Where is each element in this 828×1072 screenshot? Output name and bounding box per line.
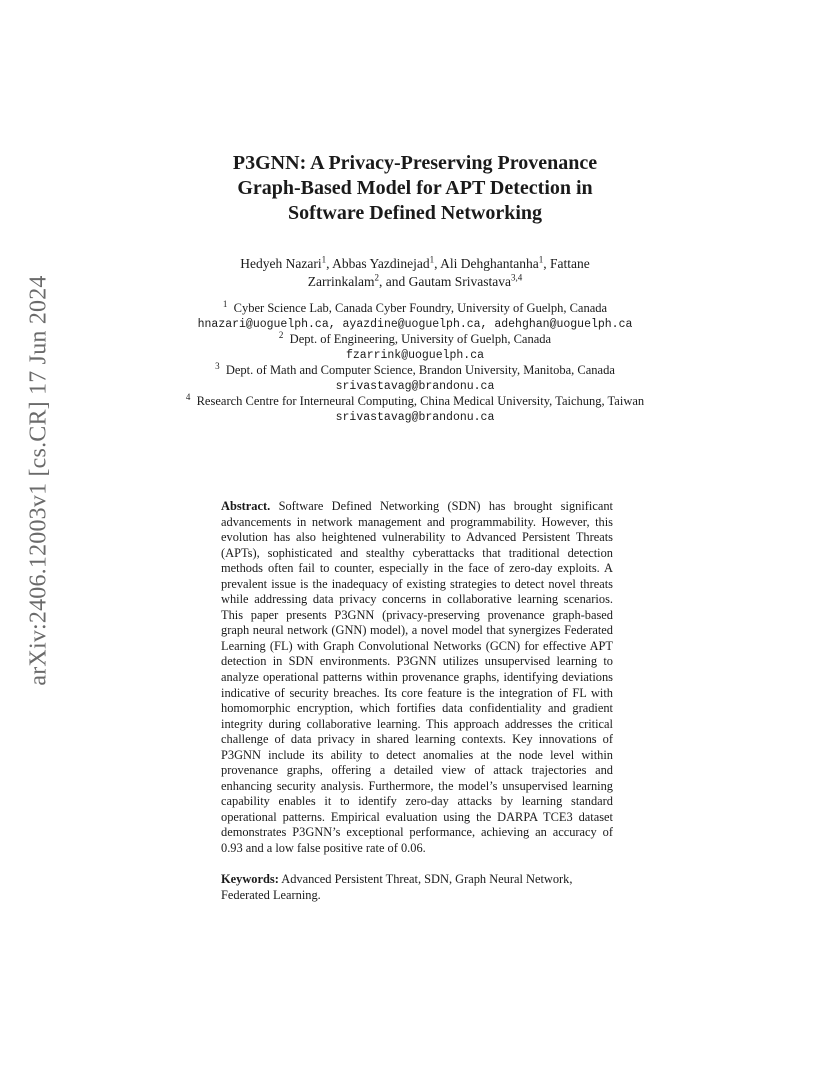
abstract-text: Software Defined Networking (SDN) has brought significant advancements in network management and programmability. However, this evolution has also heightened vulnerability to Advanced Persistent Threats (APTs), sophisticated and stealthy cyberattacks that traditional detection methods often fail to counter, especially in the face of zero-day exploits. A prevalent issue is the inadequacy of existing strategies to detect novel threats while addressing data privacy concerns in collaborative learning scenarios. This paper presents P3GNN (privacy-preserving provenance graph-based graph neural network (GNN) model), a novel model that synergizes Federated Learning (FL) with Graph Convolutional Networks (GCN) for effective APT detection in SDN environments. P3GNN utilizes unsupervised learning to analyze operational patterns within provenance graphs, identifying deviations indicative of security breaches. Its core feature is the integration of FL with homomorphic encryption, which fortifies data confidentiality and gradient integrity during collaborative learning. This approach addresses the critical challenge of data privacy in shared learning contexts. Key innovations of P3GNN include its ability to detect anomalies at the node level within provenance graphs, offering a detailed view of attack trajectories and enhancing security analysis. Furthermore, the model’s unsupervised learning capability enables it to identify zero-day attacks by learning standard operational patterns. Empirical evaluation using the DARPA TCE3 dataset demonstrates P3GNN’s exceptional performance, achieving an accuracy of 0.93 and a low false positive rate of 0.06. [221,499,613,856]
affiliation [150,360,680,379]
author-line: Zarrinkalam$^2$, and Gautam Srivastava$^{3,4}$ [307,272,523,289]
affiliation-mark: 4 [185,391,191,402]
author-line: Hedyeh Nazari$^1$, Abbas Yazdinejad$^1$, Ali Dehghantanha$^1$, Fattane [240,254,590,271]
author-affil-mark: 2 [374,272,379,283]
author-affil-mark: 1 [538,254,544,265]
affiliation-text: Dept. of Engineering, University of Guelph, Canada [289,332,552,346]
affiliation-email: fzarrink@uoguelph.ca [345,348,485,362]
affiliation-email: srivastavag@brandonu.ca [335,379,495,393]
title-line: Software Defined Networking [287,202,543,224]
affiliation-mark: 2 [278,329,284,340]
author-name: Hedyeh Nazari [240,256,322,271]
affiliation-email: hnazari@uoguelph.ca, ayazdine@uoguelph.ca, adehghan@uoguelph.ca [197,317,633,331]
paper-title [160,151,670,226]
author-list [190,255,640,291]
title-line: P3GNN: A Privacy-Preserving Provenance [232,152,598,174]
affiliation [150,298,680,317]
arxiv-sidebar-stamp [16,274,62,686]
author-name: Zarrinkalam [307,274,375,289]
abstract [221,499,613,857]
author-name: Abbas Yazdinejad [332,256,430,271]
affiliation-text: Cyber Science Lab, Canada Cyber Foundry, University of Guelph, Canada [233,301,608,315]
affiliation [150,391,680,410]
keywords-label: Keywords: [221,872,279,886]
author-affil-mark: 3,4 [510,272,523,283]
affiliation-mark: 1 [222,298,228,309]
abstract-label: Abstract. [221,499,271,513]
affiliations [150,298,680,425]
keywords-text: Advanced Persistent Threat, SDN, Graph Neural Network, Federated Learning. [221,872,573,902]
affiliation-email: srivastavag@brandonu.ca [335,410,495,424]
author-name: Gautam Srivastava [408,274,511,289]
affiliation-text: Dept. of Math and Computer Science, Brandon University, Manitoba, Canada [225,363,615,377]
author-name: Ali Dehghantanha [440,256,539,271]
title-line: Graph-Based Model for APT Detection in [237,177,593,199]
affiliation-text: Research Centre for Interneural Computing, China Medical University, Taichung, Taiwan [196,394,645,408]
affiliation [150,329,680,348]
keywords [221,872,613,903]
affiliation-mark: 3 [215,360,220,371]
arxiv-identifier: arXiv:2406.12003v1 [cs.CR] 17 Jun 2024 [25,274,52,686]
author-affil-mark: 1 [429,254,435,265]
author-affil-mark: 1 [321,254,327,265]
